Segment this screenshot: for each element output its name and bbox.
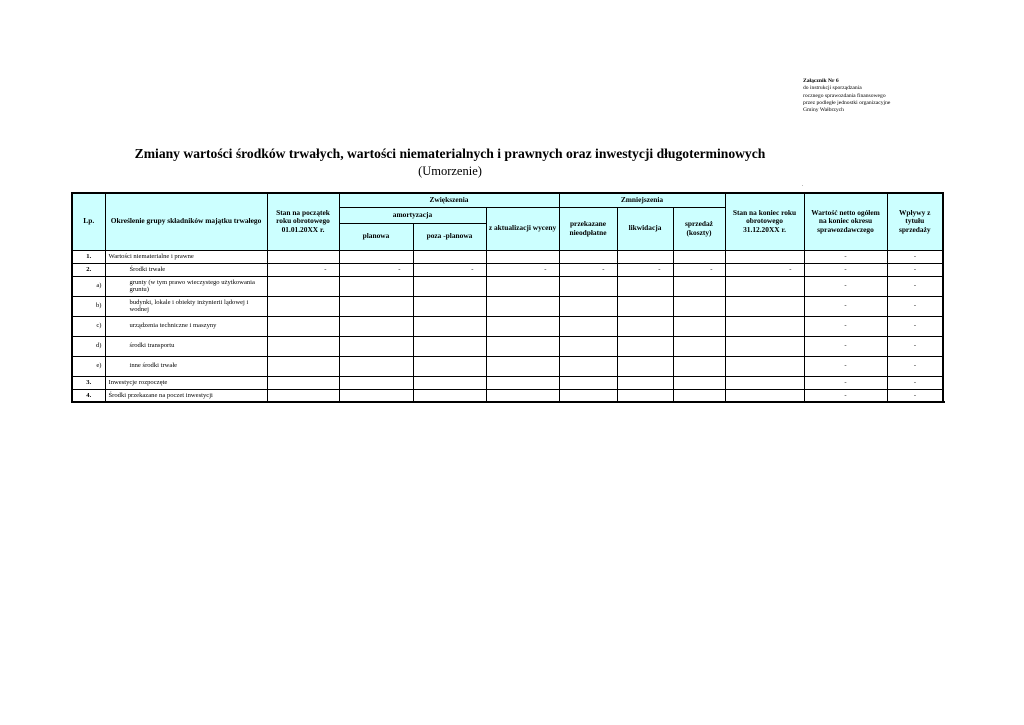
document-title: Zmiany wartości środków trwałych, wartości niematerialnych i prawnych oraz inwestycji długoterminowych [134,146,766,161]
table-row [72,250,943,263]
row-value-cell [339,316,413,336]
row-value-cell [486,376,559,389]
header-end-balance: Stan na koniec roku obrotowego 31.12.20XX r. [725,193,804,250]
table-body [72,250,943,402]
row-value-cell [486,336,559,356]
row-value-cell [673,276,725,296]
row-value-cell [413,296,486,316]
header-revaluation: z aktualizacji wyceny [486,207,559,250]
table-row [72,276,943,296]
row-lp: a) [72,276,105,296]
annex-title: Załącznik Nr 6 [803,78,839,84]
row-value-cell: - [887,376,943,389]
row-value-cell: - [887,250,943,263]
row-value-cell [559,336,617,356]
row-value-cell: - [339,263,413,276]
row-lp: 1. [72,250,105,263]
row-lp: b) [72,296,105,316]
annex-line: rocznego sprawozdania finansowego [803,92,886,99]
row-value-cell [617,356,673,376]
row-value-cell [725,356,804,376]
row-value-cell [617,376,673,389]
row-value-cell [559,389,617,402]
row-value-cell [673,316,725,336]
row-value-cell [413,316,486,336]
row-group-name: Środki przekazane na poczet inwestycji [105,389,267,402]
header-planned: planowa [339,223,413,250]
row-value-cell [339,250,413,263]
row-group-name: grunty (w tym prawo wieczystego użytkowania gruntu) [105,276,267,296]
row-value-cell [673,250,725,263]
row-value-cell: - [804,296,887,316]
row-value-cell [486,356,559,376]
row-value-cell [725,316,804,336]
row-value-cell [486,250,559,263]
row-value-cell [339,376,413,389]
row-value-cell: - [804,336,887,356]
row-value-cell [559,356,617,376]
row-group-name: budynki, lokale i obiekty inżynierii lądowej i wodnej [105,296,267,316]
row-value-cell [267,316,339,336]
row-lp: 2. [72,263,105,276]
table-row [72,316,943,336]
row-value-cell [267,296,339,316]
row-value-cell [617,250,673,263]
row-value-cell [339,336,413,356]
row-value-cell [267,250,339,263]
row-value-cell: - [267,263,339,276]
corner-marker: ' [802,184,803,189]
annex-line: do instrukcji sporządzania [803,85,862,92]
row-value-cell [413,336,486,356]
row-value-cell: - [413,263,486,276]
row-value-cell [486,276,559,296]
row-value-cell [725,276,804,296]
table-row [72,296,943,316]
row-value-cell [673,356,725,376]
depreciation-table [71,192,944,403]
row-value-cell [267,336,339,356]
row-value-cell [413,356,486,376]
row-value-cell [673,296,725,316]
header-transferred: przekazane nieodpłatne [559,207,617,250]
row-value-cell [559,276,617,296]
row-value-cell [617,389,673,402]
row-value-cell [617,336,673,356]
row-value-cell: - [887,316,943,336]
row-lp: c) [72,316,105,336]
row-value-cell [725,389,804,402]
row-value-cell [559,316,617,336]
row-value-cell [725,336,804,356]
row-lp: d) [72,336,105,356]
row-group-name: środki transportu [105,336,267,356]
header-net-value: Wartość netto ogółem na koniec okresu sprawozdawczego [804,193,887,250]
row-value-cell: - [887,389,943,402]
row-value-cell: - [617,263,673,276]
header-liquidation: likwidacja [617,207,673,250]
row-value-cell: - [804,356,887,376]
row-value-cell [673,336,725,356]
row-value-cell [267,276,339,296]
row-value-cell: - [673,263,725,276]
row-value-cell [559,296,617,316]
row-value-cell [267,376,339,389]
row-value-cell [617,276,673,296]
row-value-cell [559,376,617,389]
row-value-cell: - [486,263,559,276]
row-value-cell: - [887,336,943,356]
row-value-cell [267,356,339,376]
row-value-cell: - [804,376,887,389]
annex-line: przez podległe jednostki organizacyjne [803,99,891,106]
table-row [72,376,943,389]
row-group-name: Wartości niematerialne i prawne [105,250,267,263]
table-row [72,389,943,402]
row-value-cell [267,389,339,402]
table-row [72,356,943,376]
row-value-cell [339,389,413,402]
header-increases: Zwiększenia [339,193,559,207]
row-value-cell [486,296,559,316]
row-value-cell: - [804,250,887,263]
table-row [72,263,943,276]
row-value-cell [617,296,673,316]
row-value-cell: - [804,263,887,276]
annex-note [803,78,1003,114]
row-group-name: urządzenia techniczne i maszyny [105,316,267,336]
row-value-cell [725,250,804,263]
document-subtitle: (Umorzenie) [418,164,482,178]
row-value-cell: - [804,276,887,296]
row-group-name: Środki trwałe [105,263,267,276]
row-value-cell: - [804,316,887,336]
row-value-cell [673,389,725,402]
row-value-cell [413,276,486,296]
header-sale-costs: sprzedaż (koszty) [673,207,725,250]
row-value-cell: - [725,263,804,276]
row-value-cell [486,316,559,336]
row-value-cell: - [887,263,943,276]
header-start-balance: Stan na początek roku obrotowego 01.01.20XX r. [267,193,339,250]
row-value-cell: - [887,296,943,316]
row-value-cell: - [804,389,887,402]
row-value-cell: - [559,263,617,276]
row-value-cell [339,296,413,316]
row-lp: 4. [72,389,105,402]
row-value-cell [486,389,559,402]
row-value-cell [413,376,486,389]
row-value-cell [617,316,673,336]
row-lp: 3. [72,376,105,389]
row-value-cell [339,276,413,296]
header-decreases: Zmniejszenia [559,193,725,207]
row-value-cell: - [887,276,943,296]
header-depreciation: amortyzacja [339,207,486,223]
table-row [72,336,943,356]
row-value-cell: - [887,356,943,376]
row-group-name: Inwestycje rozpoczęte [105,376,267,389]
row-value-cell [339,356,413,376]
header-lp: Lp. [72,193,105,250]
row-lp: e) [72,356,105,376]
row-value-cell [413,250,486,263]
row-value-cell [559,250,617,263]
row-value-cell [725,376,804,389]
row-group-name: inne środki trwałe [105,356,267,376]
header-group: Określenie grupy składników majątku trwałego [105,193,267,250]
annex-line: Gminy Wałbrzych [803,107,844,114]
row-value-cell [413,389,486,402]
row-value-cell [673,376,725,389]
header-unplanned: poza -planowa [413,223,486,250]
header-sale-proceeds: Wpływy z tytułu sprzedaży [887,193,943,250]
row-value-cell [725,296,804,316]
